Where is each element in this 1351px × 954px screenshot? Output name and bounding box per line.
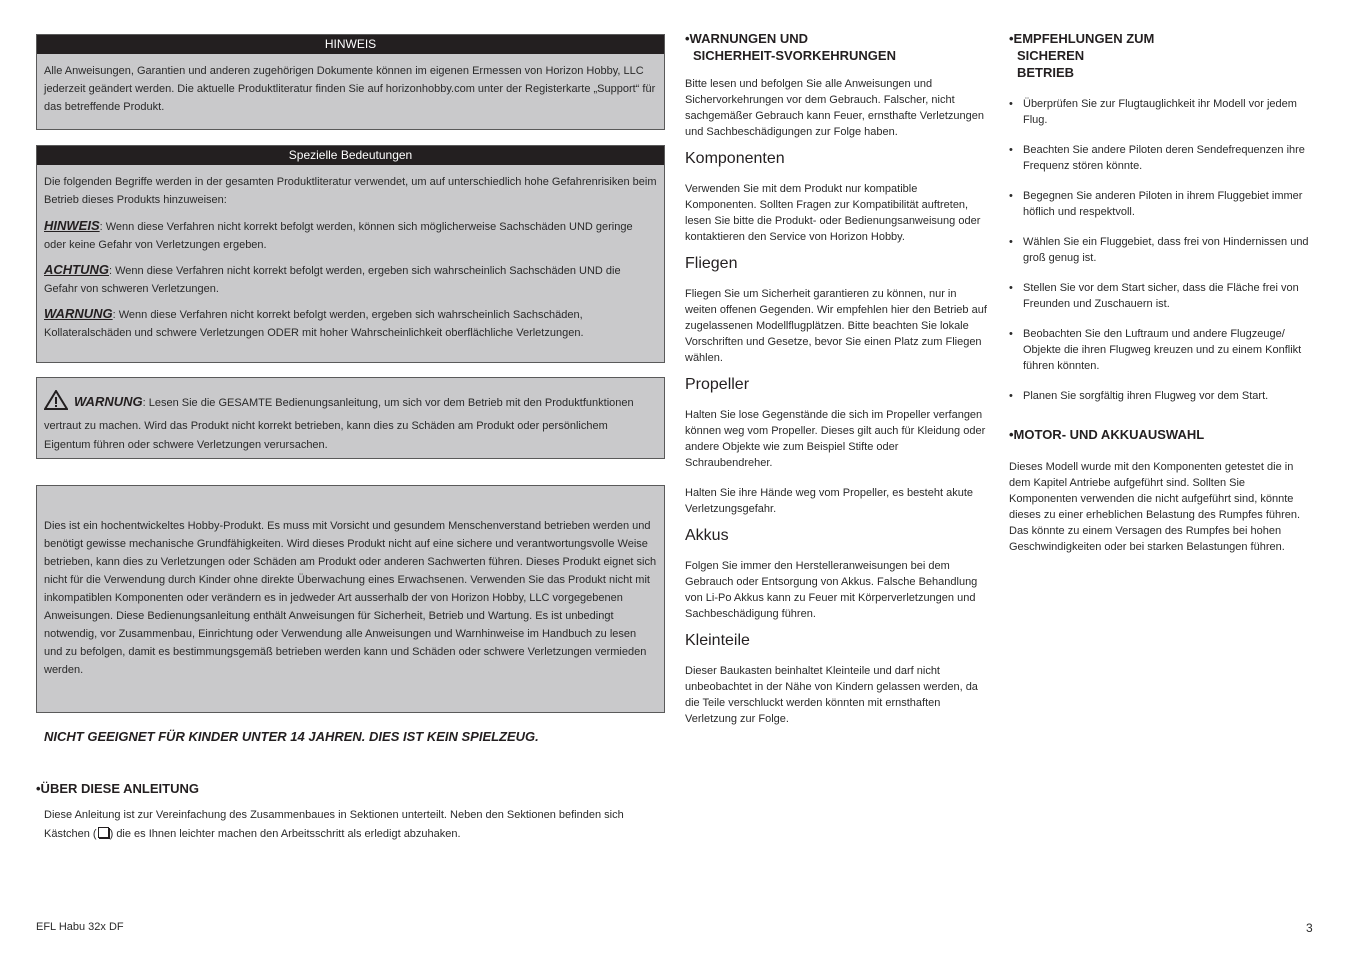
motor-heading: •MOTOR- UND AKKUAUSWAHL (1009, 427, 1205, 442)
warnungen-heading-line2: SICHERHEIT-SVORKEHRUNGEN (693, 48, 896, 63)
warnungen-intro: Bitte lesen und befolgen Sie alle Anweisungen und Sichervorkehrungen vor dem Gebrauch. Falscher, nicht sachgemäßer Gebrauch kann Feuer, ernsthafte Verletzungen und Sachbeschädigungen zur Folge haben. (685, 78, 985, 138)
list-item: • Begegnen Sie anderen Piloten in ihrem Fluggebiet immer höflich und respektvoll. (1009, 188, 1315, 220)
ueber-text-after: ) die es Ihnen leichter machen den Arbeitsschritt als erledigt abzuhaken. (109, 828, 461, 840)
list-item: • Stellen Sie vor dem Start sicher, dass die Fläche frei von Freunden und Zuschauern ist. (1009, 280, 1315, 312)
empfehlungen-list (1009, 96, 1315, 404)
list-item: • Beachten Sie andere Piloten deren Sendefrequenzen ihre Frequenz stören könnte. (1009, 142, 1315, 174)
warnung-box (36, 377, 665, 459)
list-item: • Planen Sie sorgfältig ihren Flugweg vor dem Start. (1009, 388, 1315, 404)
empfehlungen-heading-line3: BETRIEB (1017, 65, 1075, 80)
hinweis-title: HINWEIS (37, 35, 664, 54)
warnung-box-body: : Lesen Sie die GESAMTE Bedienungsanleitung, um sich vor dem Betrieb mit den Produktfunktionen vertraut zu machen. Wird das Produkt nicht korrekt betrieben, kann dies zu Schäden am Produkt oder persönlichem Eigentum führen oder schwere Verletzungen verursachen. (44, 397, 634, 451)
ueber-section (36, 780, 656, 844)
motor-text: Dieses Modell wurde mit den Komponenten getestet die in dem Kapitel Antriebe aufgeführt sind. Sollten Sie Komponenten verwenden die nicht aufgeführt sind, könnte dieses zu einer erheblichen Belastung des Rumpfes führen. Das könnte zu einem Versagen des Rumpfes bei hohen Geschwindigkeiten oder bei starken Belastungen führen. (1009, 461, 1301, 553)
footer-product-name: EFL Habu 32x DF (36, 921, 124, 933)
list-item: • Überprüfen Sie zur Flugtauglichkeit ihr Modell vor jedem Flug. (1009, 96, 1315, 128)
spezielle-intro: Die folgenden Begriffe werden in der gesamten Produktliteratur verwendet, um auf unterschiedlich hohe Gefahrenrisiken beim Betrieb dieses Produkts hinzuweisen: (44, 176, 657, 206)
achtung-term: ACHTUNG (44, 262, 109, 277)
hinweis-term: HINWEIS (44, 218, 100, 233)
ueber-text-before: Diese Anleitung ist zur Vereinfachung des Zusammenbaues in Sektionen unterteilt. Neben den Sektionen befinden sich Kästchen ( (44, 809, 624, 840)
kleinteile-text: Dieser Baukasten beinhaltet Kleinteile und darf nicht unbeobachtet in der Nähe von Kindern gelassen werden, da die Teile verschluckt werden könnten mit ernsthaften Verletzung zur Folge. (685, 665, 978, 725)
spezielle-bedeutungen-title: Spezielle Bedeutungen (37, 146, 664, 165)
warnung-box-text (37, 378, 664, 455)
fliegen-text: Fliegen Sie um Sicherheit garantieren zu können, nur in weiten offenen Gegenden. Wir empfehlen hier den Betrieb auf zugelassenen Modellflugplätzen. Bitte beachten Sie lokale Vorschriften und Gesetze, bevor Sie einen Platz zum Fliegen wählen. (685, 288, 987, 364)
empfehlungen-heading-line2: SICHEREN (1017, 48, 1085, 63)
komponenten-text: Verwenden Sie mit dem Produkt nur kompatible Komponenten. Sollten Fragen zur Kompatibilität auftreten, lesen Sie bitte die Produkt- oder Bedienungsanweisung oder kontaktieren den Service von Horizon Hobby. (685, 183, 981, 243)
propeller-title: Propeller (685, 376, 750, 393)
warnungen-column (685, 30, 987, 727)
warnungen-heading (685, 30, 987, 64)
warnung-definition-text: : Wenn diese Verfahren nicht korrekt befolgt werden, ergeben sich wahrscheinlich Sachschäden, Kollateralschäden und schwere Verletzungen ODER mit hoher Wahrscheinlichkeit oberflächliche Verletzungen. (44, 309, 584, 339)
warnungen-heading-line1: •WARNUNGEN UND (685, 31, 808, 46)
list-item: • Beobachten Sie den Luftraum und andere Flugzeuge/ Objekte die ihren Flugweg kreuzen und zu einem Konflikt führen könnten. (1009, 326, 1315, 374)
achtung-definition-text: : Wenn diese Verfahren nicht korrekt befolgt werden, ergeben sich wahrscheinlich Sachschäden UND die Gefahr von schweren Verletzungen. (44, 265, 621, 295)
hinweis-box (36, 34, 665, 130)
page-number: 3 (1306, 921, 1313, 935)
warnung-definition (37, 305, 664, 342)
kleinteile-title: Kleinteile (685, 632, 750, 649)
akkus-text: Folgen Sie immer den Herstelleranweisungen bei dem Gebrauch oder Entsorgung von Akkus. Falsche Behandlung von Li-Po Akkus kann zu Feuer mit Körperverletzungen und Sachbeschädigung führen. (685, 560, 978, 620)
fliegen-title: Fliegen (685, 255, 738, 272)
hobby-produkt-text: Dies ist ein hochentwickeltes Hobby-Produkt. Es muss mit Vorsicht und gesundem Menschenverstand betrieben werden und benötigt gewisse mechanische Grundfähigkeiten. Wird dieses Produkt nicht auf eine sichere und verantwortungsvolle Weise betrieben, kann dies zu Verletzungen oder Schäden am Produkt oder anderen Sachwerten führen. Dieses Produkt eignet sich nicht für die Verwendung durch Kinder ohne direkte Überwachung eines Erwachsenen. Verwenden Sie das Produkt nicht mit inkompatiblen Komponenten oder verändern es in jedweder Art ausserhalb der von Horizon Hobby, LLC vorgegebenen Anweisungen. Diese Bedienungsanleitung enthält Anweisungen für Sicherheit, Betrieb und Wartung. Es ist unbedingt notwendig, vor Zusammenbau, Einrichtung oder Verwendung alle Anweisungen und Warnhinweise im Handbuch zu lesen und zu befolgen, damit es bestimmungsgemäß betrieben werden kann und Schäden oder schwere Verletzungen vermieden werden. (44, 520, 657, 676)
nicht-geeignet-warning: NICHT GEEIGNET FÜR KINDER UNTER 14 JAHREN. DIES IST KEIN SPIELZEUG. (44, 729, 539, 744)
hinweis-text: Alle Anweisungen, Garantien und anderen zugehörigen Dokumente können im eigenen Ermessen von Horizon Hobby, LLC jederzeit geändert werden. Die aktuelle Produktliteratur finden Sie auf horizonhobby.com unter der Registerkarte „Support“ für das betreffende Produkt. (44, 65, 656, 113)
propeller-text-2: Halten Sie ihre Hände weg vom Propeller, es besteht akute Verletzungsgefahr. (685, 487, 973, 515)
akkus-title: Akkus (685, 527, 729, 544)
hinweis-definition-text: : Wenn diese Verfahren nicht korrekt befolgt werden, können sich möglicherweise Sachschäden UND geringe oder keine Gefahr von Verletzungen ergeben. (44, 221, 633, 251)
achtung-definition (37, 261, 664, 298)
empfehlungen-heading-line1: •EMPFEHLUNGEN ZUM (1009, 31, 1155, 46)
propeller-text-1: Halten Sie lose Gegenstände die sich im Propeller verfangen können weg vom Propeller. Dieses gilt auch für Kleidung oder andere Objekte wie zum Beispiel Stifte oder Schraubendreher. (685, 409, 986, 469)
warnung-box-term: WARNUNG (74, 394, 143, 409)
hobby-produkt-box (36, 485, 665, 713)
empfehlungen-heading (1009, 30, 1315, 81)
checkbox-icon (98, 827, 109, 838)
ueber-heading: •ÜBER DIESE ANLEITUNG (36, 781, 199, 796)
spezielle-bedeutungen-box (36, 145, 665, 363)
list-item: • Wählen Sie ein Fluggebiet, dass frei von Hindernissen und groß genug ist. (1009, 234, 1315, 266)
warning-triangle-icon (44, 390, 68, 417)
komponenten-title: Komponenten (685, 150, 785, 167)
empfehlungen-column (1009, 30, 1315, 555)
ueber-text (44, 806, 656, 844)
hinweis-definition (37, 217, 664, 254)
warnung-term: WARNUNG (44, 306, 113, 321)
